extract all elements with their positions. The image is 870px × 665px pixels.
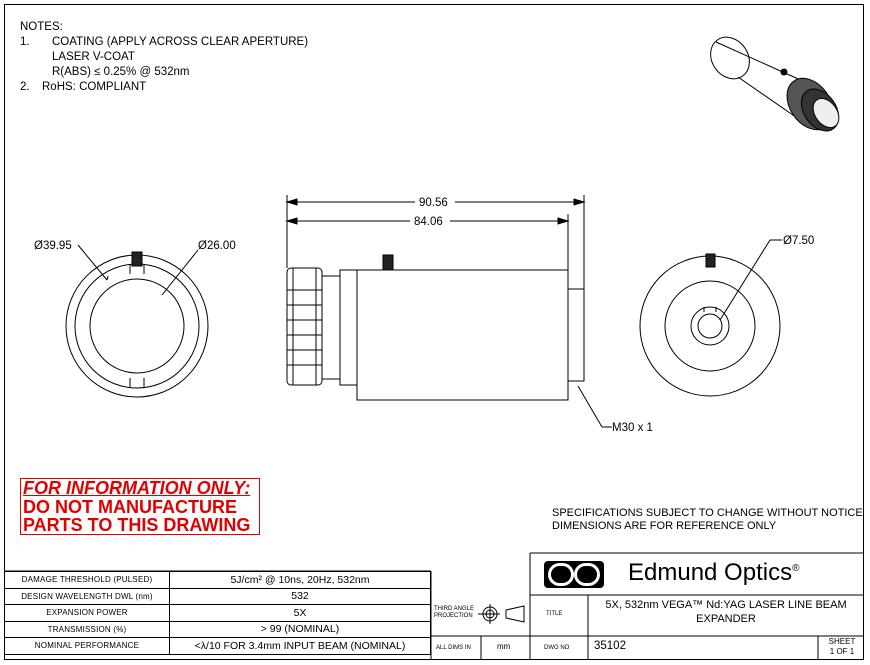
disclaimer-line-1: FOR INFORMATION ONLY:	[23, 478, 251, 498]
sheet-value: 1 OF 1	[829, 647, 855, 656]
aperture-diameter-label: Ø26.00	[198, 240, 236, 252]
note-1-sub-1: LASER V-COAT	[52, 51, 135, 63]
sheet-label: SHEET	[828, 637, 856, 646]
property-value: 5J/cm² @ 10ns, 20Hz, 532nm	[170, 572, 431, 589]
outer-diameter-label: Ø39.95	[34, 240, 72, 252]
thread-label: M30 x 1	[612, 422, 653, 434]
table-row	[5, 605, 431, 622]
body-length-label: 84.06	[414, 216, 443, 228]
title-label: TITLE	[546, 611, 563, 617]
property-value: 532	[170, 588, 431, 605]
overall-length-label: 90.56	[419, 197, 448, 209]
third-angle-projection-icon	[478, 604, 524, 624]
drawing-title	[588, 598, 864, 626]
disclaimer-box	[20, 478, 260, 535]
side-view	[287, 194, 653, 434]
isometric-view	[703, 30, 847, 139]
note-2: RoHS: COMPLIANT	[42, 81, 147, 93]
table-row	[5, 572, 431, 589]
back-view	[640, 235, 814, 396]
property-label: EXPANSION POWER	[5, 605, 170, 622]
disclaimer-line-2: DO NOT MANUFACTURE	[23, 497, 237, 517]
edmund-logo-icon	[544, 561, 604, 588]
disclaimer-line-3: PARTS TO THIS DRAWING	[23, 515, 251, 535]
properties-table	[4, 571, 431, 655]
projection-label: THIRD ANGLE PROJECTION	[434, 606, 475, 619]
dwg-label: DWG NO	[544, 645, 570, 651]
spec-note-line-1: SPECIFICATIONS SUBJECT TO CHANGE WITHOUT NOTICE	[552, 507, 863, 519]
drawing-title-line-2: EXPANDER	[696, 613, 756, 625]
note-1-number: 1.	[20, 36, 30, 48]
property-value: <λ/10 FOR 3.4mm INPUT BEAM (NOMINAL)	[170, 638, 431, 655]
notes-heading: NOTES:	[20, 21, 63, 33]
units-value: mm	[497, 642, 511, 651]
dwg-number: 35102	[594, 640, 626, 652]
property-value: 5X	[170, 605, 431, 622]
spec-note-line-2: DIMENSIONS ARE FOR REFERENCE ONLY	[552, 520, 777, 532]
company-name: Edmund Optics®	[628, 559, 800, 586]
table-row	[5, 638, 431, 655]
property-label: NOMINAL PERFORMANCE	[5, 638, 170, 655]
spec-note	[552, 507, 863, 533]
sheet-info	[822, 637, 862, 657]
input-diameter-label: Ø7.50	[783, 235, 815, 247]
table-row	[5, 588, 431, 605]
property-value: > 99 (NOMINAL)	[170, 621, 431, 638]
note-1-sub-2: R(ABS) ≤ 0.25% @ 532nm	[52, 66, 190, 78]
table-row	[5, 621, 431, 638]
property-label: DAMAGE THRESHOLD (PULSED)	[5, 572, 170, 589]
note-1: COATING (APPLY ACROSS CLEAR APERTURE)	[52, 36, 309, 48]
property-label: DESIGN WAVELENGTH DWL (nm)	[5, 588, 170, 605]
drawing-title-line-1: 5X, 532nm VEGA™ Nd:YAG LASER LINE BEAM	[605, 599, 847, 611]
units-label: ALL DIMS IN	[436, 645, 471, 651]
note-2-number: 2.	[20, 81, 30, 93]
front-view	[34, 240, 236, 397]
property-label: TRANSMISSION (%)	[5, 621, 170, 638]
